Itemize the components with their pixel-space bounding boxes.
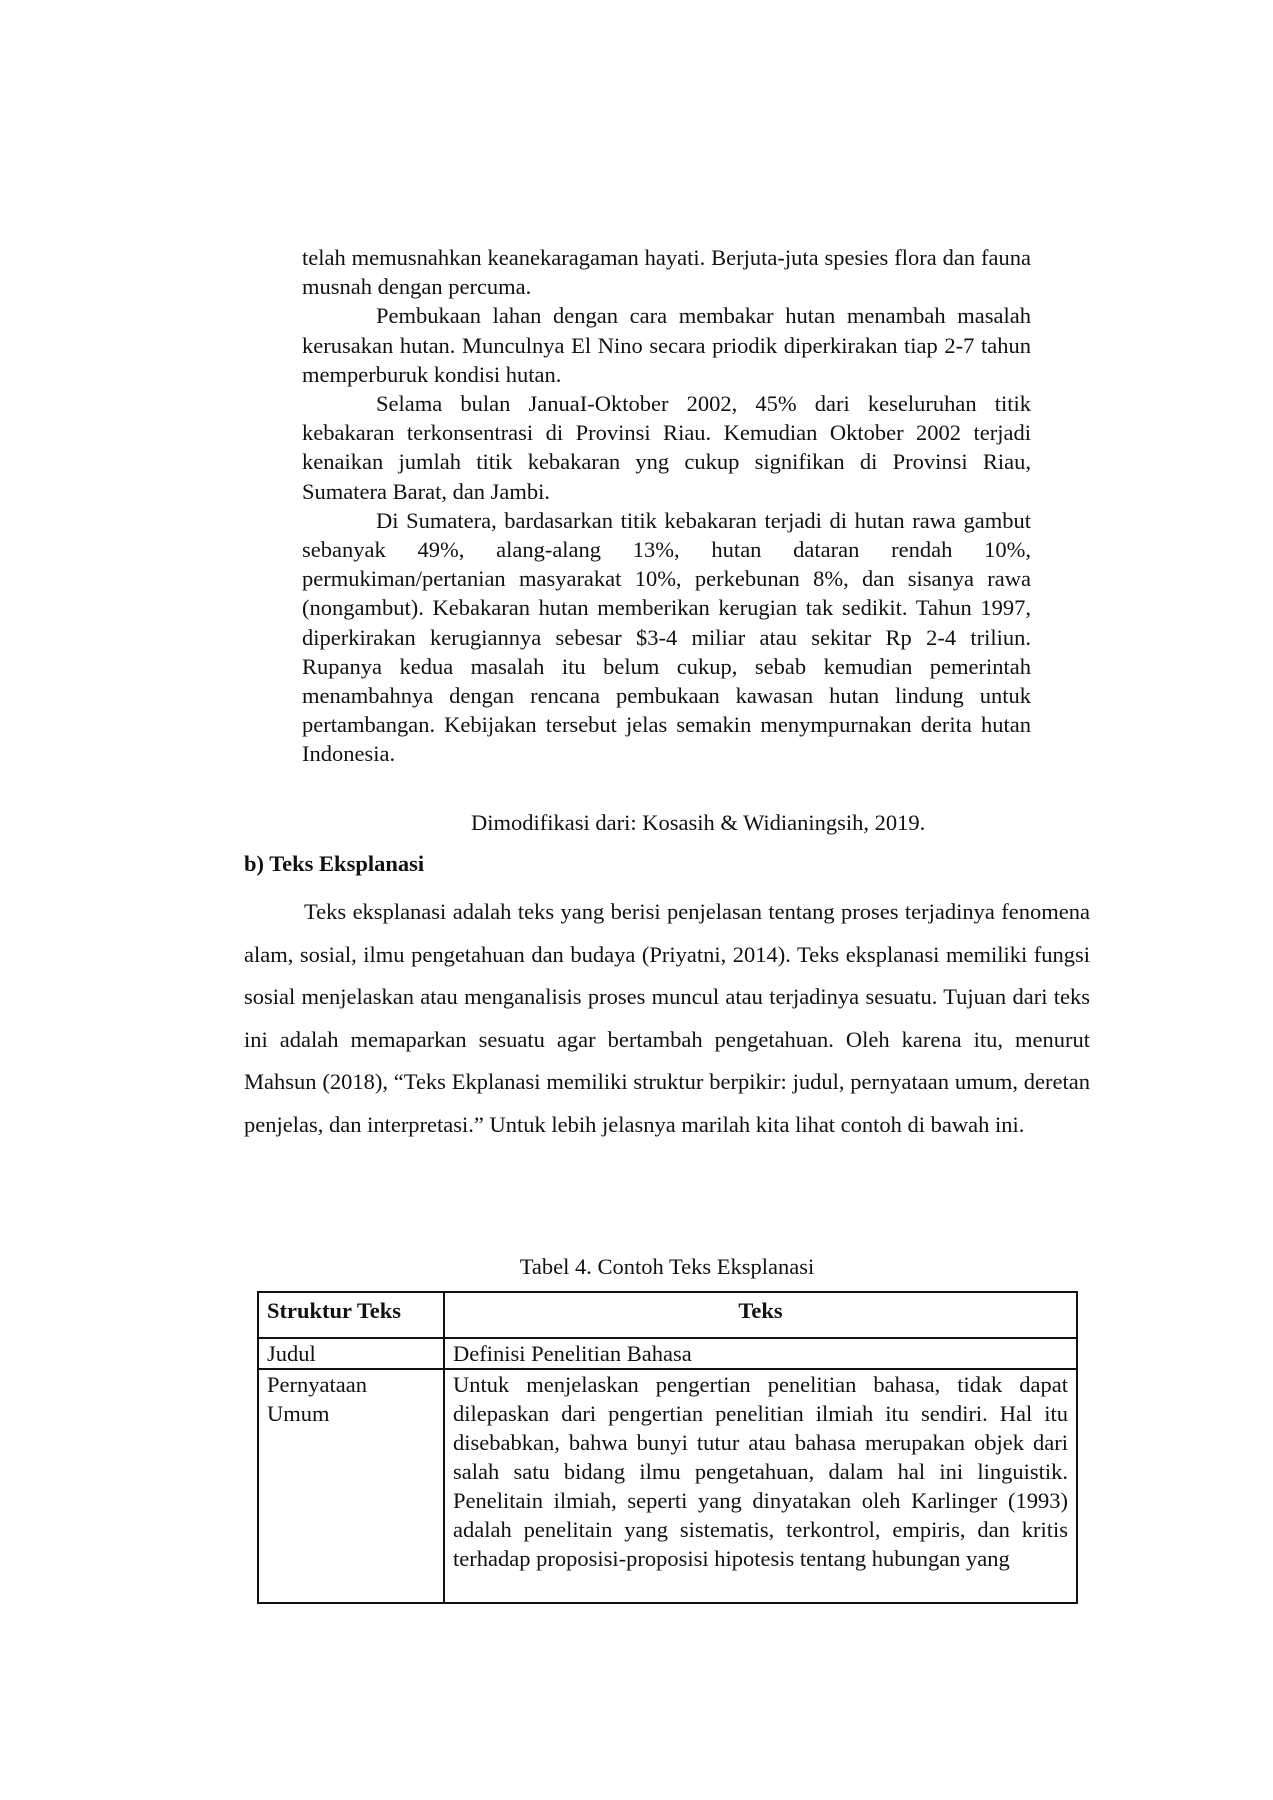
quote-paragraph: Selama bulan JanuaI-Oktober 2002, 45% dari keseluruhan titik kebakaran terkonsentrasi di Provinsi Riau. Kemudian Oktober 2002 terjadi kenaikan jumlah titik kebakaran yng cukup signifikan di Provinsi Riau, Sumatera Barat, dan Jambi. — [302, 391, 1031, 504]
quoted-example-text — [302, 243, 1031, 769]
table-row — [258, 1338, 1077, 1369]
table-row — [258, 1369, 1077, 1603]
quote-paragraph: Di Sumatera, bardasarkan titik kebakaran terjadi di hutan rawa gambut sebanyak 49%, alang-alang 13%, hutan dataran rendah 10%, permukiman/pertanian masyarakat 10%, perkebunan 8%, dan sisanya rawa (nongambut). Kebakaran hutan memberikan kerugian tak sedikit. Tahun 1997, diperkirakan kerugiannya sebesar $3-4 miliar atau sekitar Rp 2-4 triliun. Rupanya kedua masalah itu belum cukup, sebab kemudian pemerintah menambahnya dengan rencana pembukaan kawasan hutan lindung untuk pertambangan. Kebijakan tersebut jelas semakin menympurnakan derita hutan Indonesia. — [302, 507, 1031, 767]
structure-table — [257, 1291, 1078, 1604]
table-header-row — [258, 1292, 1077, 1338]
table-cell-label: Judul — [258, 1338, 444, 1369]
table-cell-content: Untuk menjelaskan pengertian penelitian bahasa, tidak dapat dilepaskan dari pengertian penelitian ilmiah itu sendiri. Hal itu disebabkan, bahwa bunyi tutur atau bahasa merupakan objek dari salah satu bidang ilmu pengetahuan, dalam hal ini linguistik. Penelitain ilmiah, seperti yang dinyatakan oleh Karlinger (1993) adalah penelitain yang sistematis, terkontrol, empiris, dan kritis terhadap proposisi-proposisi hipotesis tentang hubungan yang — [444, 1369, 1077, 1603]
table-header-structure: Struktur Teks — [258, 1292, 444, 1338]
section-heading: b) Teks Eksplanasi — [244, 851, 425, 876]
section-body-paragraph: Teks eksplanasi adalah teks yang berisi penjelasan tentang proses terjadinya fenomena alam, sosial, ilmu pengetahuan dan budaya (Priyatni, 2014). Teks eksplanasi memiliki fungsi sosial menjelaskan atau menganalisis proses muncul atau terjadinya sesuatu. Tujuan dari teks ini adalah memaparkan sesuatu agar bertambah pengetahuan. Oleh karena itu, menurut Mahsun (2018), “Teks Ekplanasi memiliki struktur berpikir: judul, pernyataan umum, deretan penjelas, dan interpretasi.” Untuk lebih jelasnya marilah kita lihat contoh di bawah ini. — [244, 899, 1090, 1137]
table-caption: Tabel 4. Contoh Teks Eksplanasi — [519, 1254, 815, 1279]
quote-source-citation: Dimodifikasi dari: Kosasih & Widianingsih, 2019. — [471, 810, 926, 835]
quote-paragraph: Pembukaan lahan dengan cara membakar hutan menambah masalah kerusakan hutan. Munculnya El Nino secara priodik diperkirakan tiap 2-7 tahun memperburuk kondisi hutan. — [302, 303, 1031, 387]
table-cell-label: Pernyataan Umum — [258, 1369, 444, 1603]
quote-paragraph: telah memusnahkan keanekaragaman hayati. Berjuta-juta spesies flora dan fauna musnah dengan percuma. — [302, 245, 1031, 300]
table-header-text: Teks — [444, 1292, 1077, 1338]
table-cell-content: Definisi Penelitian Bahasa — [444, 1338, 1077, 1369]
